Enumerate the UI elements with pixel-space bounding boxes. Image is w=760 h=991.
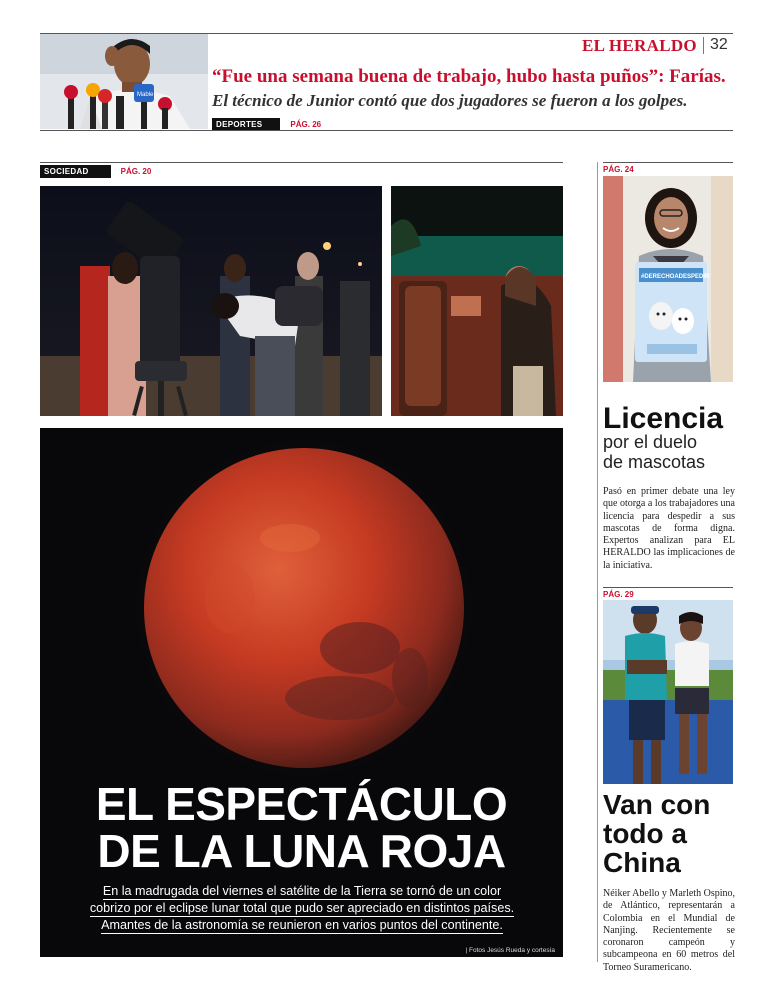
- brand-name: EL HERALDO: [582, 36, 697, 55]
- sidebar-mid-rule: [603, 587, 733, 588]
- hero-title-line2: DE LA LUNA ROJA: [97, 825, 506, 877]
- sidebar-top-rule: [603, 162, 733, 163]
- page-number: 32: [710, 36, 728, 53]
- photo-athletes[interactable]: [603, 600, 733, 784]
- section-tag-deportes[interactable]: DEPORTES: [212, 118, 280, 131]
- sidebar-story2-title-line1: Van con: [603, 789, 711, 820]
- mic-logo-text: Mable: [137, 92, 154, 98]
- sign-hashtag: #DERECHOADESPEDIR: [641, 274, 710, 280]
- main-page-ref[interactable]: PÁG. 20: [120, 167, 152, 176]
- sidebar-story2-title-line2: todo a: [603, 818, 687, 849]
- hero-lead: [52, 883, 552, 934]
- moon-illustration: [40, 428, 563, 957]
- hero-lead-line2: cobrizo por el eclipse lunar total que pudo ser apreciado en distintos países.: [89, 901, 515, 915]
- teaser-headline[interactable]: “Fue una semana buena de trabajo, hubo hasta puños”: Farías.: [212, 66, 726, 87]
- sidebar-divider: [597, 162, 598, 962]
- pagenum-divider: [703, 37, 704, 54]
- sidebar-story2-title[interactable]: [603, 790, 743, 877]
- header-bottom-rule: [40, 130, 733, 131]
- main-section-label: [40, 165, 151, 178]
- sidebar-story2-page-ref[interactable]: PÁG. 29: [603, 590, 634, 599]
- sidebar-story1-subtitle-line2: de mascotas: [603, 452, 706, 472]
- sidebar-story1-subtitle-line1: por el duelo: [603, 432, 698, 452]
- main-top-rule: [40, 162, 563, 163]
- teaser-page-ref[interactable]: PÁG. 26: [290, 120, 322, 129]
- sidebar-story2-body: Néiker Abello y Marleth Ospino, de Atlántico, representarán a Colombia en el Mundial de Nanjing. Recientemente se coronaron campeón y subcampeona en 60 metros del Torneo Suramericano.: [603, 888, 735, 973]
- teaser-subhead: El técnico de Junior contó que dos jugadores se fueron a los golpes.: [212, 91, 688, 110]
- sidebar-story2-title-line3: China: [603, 847, 681, 878]
- sidebar-story1-title[interactable]: Licencia: [603, 402, 724, 435]
- section-tag-sociedad[interactable]: SOCIEDAD: [40, 165, 111, 178]
- hero-lead-line3: Amantes de la astronomía se reunieron en varios puntos del continente.: [101, 918, 503, 932]
- photo-woman-sign[interactable]: [603, 176, 733, 382]
- sidebar-story1-body: Pasó en primer debate una ley que otorga a los trabajadores una licencia para despedir a sus mascotas de forma digna. Expertos analizan para EL HERALDO las implicaciones de la iniciativa.: [603, 486, 735, 571]
- hero-title-line1: EL ESPECTÁCULO: [95, 778, 508, 830]
- photo-woman-telescope[interactable]: [391, 186, 563, 416]
- teaser-photo-coach[interactable]: [40, 34, 208, 129]
- hero-blood-moon[interactable]: [40, 428, 563, 957]
- photo-telescope-crowd[interactable]: [40, 186, 382, 416]
- sidebar-story1-subtitle: [603, 432, 733, 472]
- sidebar-story1-page-ref[interactable]: PÁG. 24: [603, 165, 634, 174]
- hero-lead-line1: En la madrugada del viernes el satélite de la Tierra se tornó de un color: [102, 884, 502, 898]
- photo-credit: | Fotos Jesús Rueda y cortesía: [465, 947, 555, 954]
